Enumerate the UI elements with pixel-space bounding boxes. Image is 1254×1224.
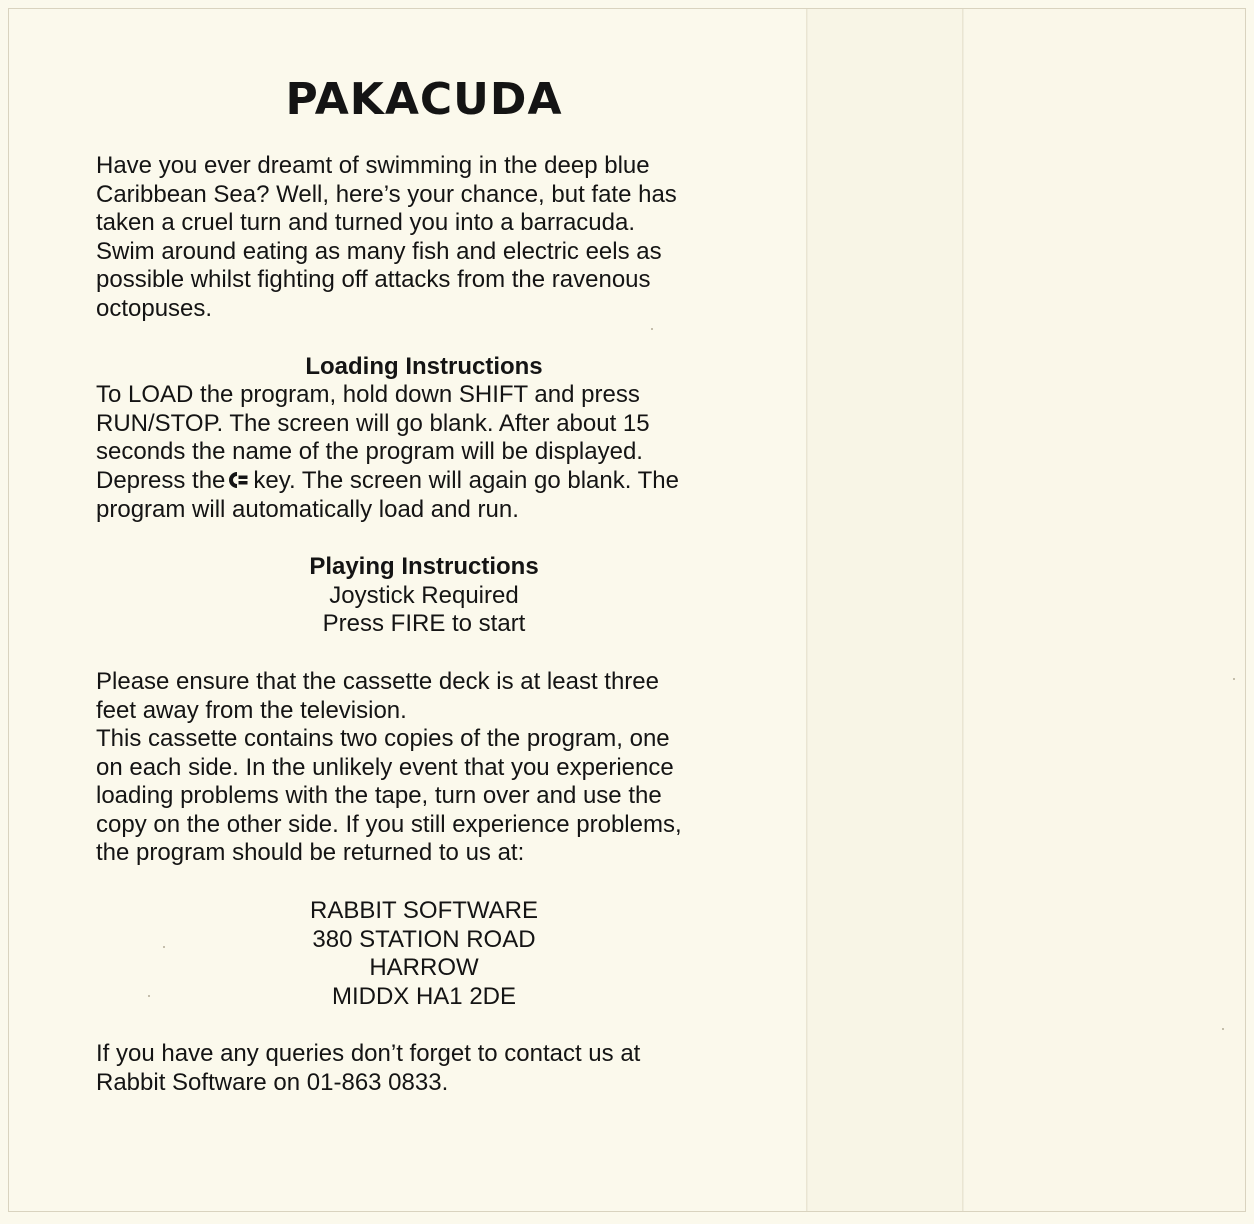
contact-line: Rabbit Software on 01-863 0833. (96, 1069, 449, 1097)
commodore-key-icon (227, 470, 249, 490)
loading-line: To LOAD the program, hold down SHIFT and press (96, 381, 640, 409)
cassette-note-line: loading problems with the tape, turn over and use the (96, 782, 662, 810)
playing-line: Press FIRE to start (322, 610, 526, 638)
contact-info (96, 1040, 752, 1097)
intro-paragraph (96, 152, 752, 324)
cassette-notes (96, 668, 752, 868)
address-line: RABBIT SOFTWARE (309, 897, 539, 925)
cassette-note-line: feet away from the television. (96, 696, 407, 724)
cassette-note-line: Please ensure that the cassette deck is at least three (96, 667, 659, 695)
cassette-note-line: on each side. In the unlikely event that you experience (96, 753, 674, 781)
address-line: HARROW (369, 954, 479, 982)
intro-line: Caribbean Sea? Well, here’s your chance, but fate has (96, 180, 677, 208)
paper-speck (1233, 678, 1235, 680)
intro-line: octopuses. (96, 294, 213, 322)
loading-instructions (96, 353, 752, 525)
loading-line: RUN/STOP. The screen will go blank. After about 15 (96, 409, 650, 437)
loading-line-start: Depress the (96, 466, 226, 494)
paper-speck (1222, 1028, 1224, 1030)
playing-instructions (96, 553, 752, 639)
playing-line: Joystick Required (329, 581, 519, 609)
cassette-note-line: This cassette contains two copies of the program, one (96, 725, 670, 753)
loading-line: program will automatically load and run. (96, 495, 519, 523)
intro-line: Have you ever dreamt of swimming in the deep blue (96, 152, 650, 179)
return-address (96, 897, 752, 1011)
intro-line: possible whilst fighting off attacks from the ravenous (96, 266, 651, 294)
playing-heading: Playing Instructions (309, 553, 539, 581)
loading-heading: Loading Instructions (305, 352, 543, 380)
contact-line: If you have any queries don’t forget to contact us at (96, 1040, 641, 1068)
cassette-note-line: copy on the other side. If you still experience problems, (96, 810, 682, 838)
loading-line-with-key (96, 467, 752, 496)
intro-line: Swim around eating as many fish and electric eels as (96, 237, 662, 265)
loading-line-end: key. The screen will again go blank. The (253, 466, 679, 494)
loading-line: seconds the name of the program will be displayed. (96, 438, 643, 466)
instructions-panel (96, 70, 752, 1098)
intro-line: taken a cruel turn and turned you into a barracuda. (96, 209, 636, 237)
game-title: PAKACUDA (285, 74, 563, 125)
cassette-note-line: the program should be returned to us at: (96, 839, 525, 867)
address-line: 380 STATION ROAD (312, 925, 536, 953)
address-line: MIDDX HA1 2DE (331, 982, 517, 1010)
